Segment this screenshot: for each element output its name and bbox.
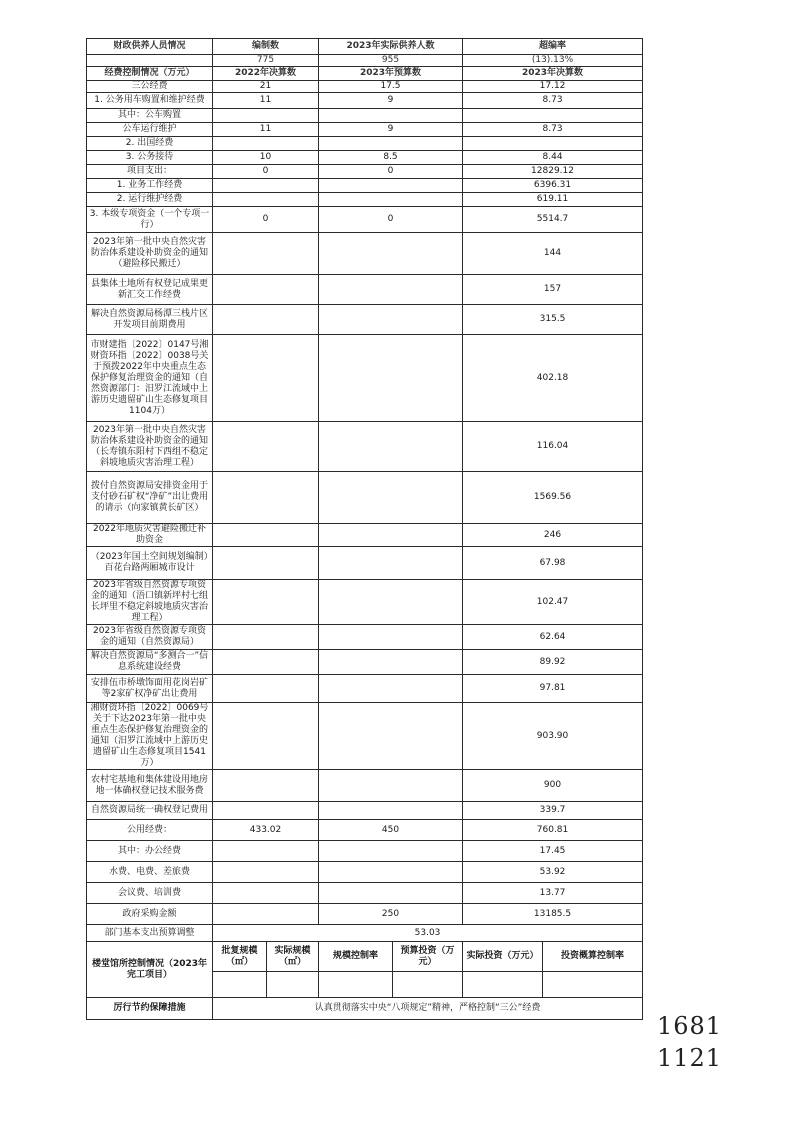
summary-row-2023-final: 619.11 xyxy=(463,193,643,207)
project-row-2023-final: 102.47 xyxy=(463,580,643,625)
summary-row-label: 三公经费 xyxy=(87,81,213,93)
project-row-label: 2023年省级自然资源专项资金的通知（浯口镇新坪村七组长坪里不稳定斜坡地质灾害治理工程） xyxy=(87,580,213,625)
public-funds-label: 公用经费： xyxy=(87,820,213,841)
public-funds-2022: 433.02 xyxy=(213,820,319,841)
project-row xyxy=(87,650,643,675)
project-row-2023-budget xyxy=(319,422,463,472)
summary-row-2023-budget: 0 xyxy=(319,165,463,179)
building-approved-scale: 批复规模（㎡） xyxy=(213,942,267,972)
summary-row-2023-final: 12829.12 xyxy=(463,165,643,179)
project-row-2022 xyxy=(213,580,319,625)
public-sub-row-label: 其中：办公经费 xyxy=(87,841,213,862)
project-row-label: 市财建指〔2022〕0147号湘财资环指〔2022〕0038号关于预拨2022年中央重点生态保护修复治理资金的通知（自然资源部门：汨罗江流域中上游历史遗留矿山生态修复项目1104万） xyxy=(87,335,213,422)
project-row-2022 xyxy=(213,472,319,524)
project-row-2022 xyxy=(213,625,319,650)
summary-row-label: 2. 运行维护经费 xyxy=(87,193,213,207)
project-row-2022 xyxy=(213,305,319,335)
public-sub-row-2023-budget xyxy=(319,883,463,904)
summary-row xyxy=(87,137,643,151)
project-row-2023-final: 246 xyxy=(463,524,643,547)
project-row-label: 自然资源局统一确权登记费用 xyxy=(87,802,213,820)
project-row xyxy=(87,524,643,547)
project-row xyxy=(87,472,643,524)
staffing-col1: 编制数 xyxy=(213,39,319,55)
project-row-2022 xyxy=(213,675,319,703)
summary-row-2023-budget: 9 xyxy=(319,93,463,109)
summary-row-2023-budget: 9 xyxy=(319,123,463,137)
project-row-2023-final: 67.98 xyxy=(463,547,643,580)
summary-row xyxy=(87,109,643,123)
project-row xyxy=(87,335,643,422)
building-label: 楼堂馆所控制情况（2023年完工项目） xyxy=(87,942,213,998)
project-row-2023-budget xyxy=(319,305,463,335)
project-row-label: 湘财资环指〔2022〕0069号关于下达2023年第一批中央重点生态保护修复治理资金的通知（汨罗江流域中上游历史遗留矿山生态修复项目1541万） xyxy=(87,703,213,770)
building-budget-investment: 预算投资（万元） xyxy=(393,942,463,972)
project-row-2023-final: 315.5 xyxy=(463,305,643,335)
public-sub-row xyxy=(87,841,643,862)
project-row-2023-budget xyxy=(319,233,463,275)
public-sub-rows xyxy=(87,841,643,904)
project-row-2023-final: 89.92 xyxy=(463,650,643,675)
building-cell xyxy=(543,972,643,998)
summary-row-2023-final: 6396.31 xyxy=(463,179,643,193)
budget-control-col2: 2023年预算数 xyxy=(319,67,463,81)
summary-row xyxy=(87,123,643,137)
project-row-2022 xyxy=(213,547,319,580)
procurement-label: 政府采购金额 xyxy=(87,904,213,925)
procurement-row xyxy=(87,904,643,925)
summary-row-label: 2. 出国经费 xyxy=(87,137,213,151)
public-funds-2023-final: 760.81 xyxy=(463,820,643,841)
handwritten-number-2: 1121 xyxy=(657,1044,723,1072)
project-row xyxy=(87,675,643,703)
building-cell xyxy=(463,972,543,998)
building-header-row xyxy=(87,942,643,972)
summary-row-2023-budget xyxy=(319,137,463,151)
budget-table xyxy=(86,38,643,1020)
building-actual-investment: 实际投资（万元） xyxy=(463,942,543,972)
summary-row-2023-budget: 8.5 xyxy=(319,151,463,165)
staffing-col2: 2023年实际供养人数 xyxy=(319,39,463,55)
project-row-label: 解决自然资源局杨潭三栈片区开发项目前期费用 xyxy=(87,305,213,335)
summary-row xyxy=(87,81,643,93)
procurement-2022 xyxy=(213,904,319,925)
summary-row-2023-budget xyxy=(319,193,463,207)
project-row xyxy=(87,625,643,650)
project-row-2022 xyxy=(213,524,319,547)
summary-row-2022 xyxy=(213,193,319,207)
summary-row xyxy=(87,151,643,165)
project-row-label: （2023年国土空间规划编制）百花台路两厢城市设计 xyxy=(87,547,213,580)
project-row-label: 拨付自然资源局安排资金用于支付砂石矿权“净矿”出让费用的请示（向家镇黄长矿区） xyxy=(87,472,213,524)
project-row-2023-budget xyxy=(319,335,463,422)
staffing-col3: 超编率 xyxy=(463,39,643,55)
project-row-2023-final: 339.7 xyxy=(463,802,643,820)
summary-row-label: 项目支出： xyxy=(87,165,213,179)
project-row-2022 xyxy=(213,703,319,770)
public-sub-row-2023-final: 53.92 xyxy=(463,862,643,883)
budget-control-header-row xyxy=(87,67,643,81)
project-row-2023-final: 1569.56 xyxy=(463,472,643,524)
summary-row xyxy=(87,193,643,207)
project-row-label: 解决自然资源局“多测合一”信息系统建设经费 xyxy=(87,650,213,675)
project-row-2023-budget xyxy=(319,650,463,675)
summary-row-label: 3. 公务接待 xyxy=(87,151,213,165)
public-sub-row-2023-final: 17.45 xyxy=(463,841,643,862)
summary-row-2022 xyxy=(213,137,319,151)
summary-row-2023-final: 8.73 xyxy=(463,123,643,137)
project-row-2022 xyxy=(213,650,319,675)
building-cell xyxy=(319,972,393,998)
summary-row-2022 xyxy=(213,109,319,123)
project-row-2023-budget xyxy=(319,580,463,625)
building-investment-rate: 投资概算控制率 xyxy=(543,942,643,972)
project-row-2023-budget xyxy=(319,524,463,547)
summary-row-2022 xyxy=(213,179,319,193)
procurement-2023-budget: 250 xyxy=(319,904,463,925)
summary-rows xyxy=(87,81,643,233)
project-row-2023-final: 903.90 xyxy=(463,703,643,770)
summary-row xyxy=(87,165,643,179)
project-row-2022 xyxy=(213,233,319,275)
summary-row-2022: 0 xyxy=(213,207,319,233)
project-row-2022 xyxy=(213,770,319,802)
public-sub-row-2022 xyxy=(213,883,319,904)
building-actual-scale: 实际规模（㎡） xyxy=(267,942,319,972)
project-row-2023-budget xyxy=(319,547,463,580)
summary-row xyxy=(87,93,643,109)
project-row xyxy=(87,547,643,580)
summary-row-2022: 11 xyxy=(213,123,319,137)
project-row-label: 2023年第一批中央自然灾害防治体系建设补助资金的通知（长寿镇东阳村下西组不稳定斜坡地质灾害治理工程） xyxy=(87,422,213,472)
project-row-2023-budget xyxy=(319,703,463,770)
summary-row-2023-final: 5514.7 xyxy=(463,207,643,233)
summary-row-label: 1. 业务工作经费 xyxy=(87,179,213,193)
public-sub-row xyxy=(87,883,643,904)
project-row-label: 2022年地质灾害避险搬迁补助资金 xyxy=(87,524,213,547)
project-row-2023-final: 157 xyxy=(463,275,643,305)
summary-row-2022: 10 xyxy=(213,151,319,165)
project-row-2023-final: 116.04 xyxy=(463,422,643,472)
public-funds-row xyxy=(87,820,643,841)
project-row xyxy=(87,802,643,820)
building-scale-rate: 规模控制率 xyxy=(319,942,393,972)
staffing-val2: 955 xyxy=(319,55,463,67)
frugal-text: 认真贯彻落实中央“八项规定”精神，严格控制“三公”经费 xyxy=(213,998,643,1020)
project-row-2023-final: 402.18 xyxy=(463,335,643,422)
summary-row-2022: 11 xyxy=(213,93,319,109)
budget-control-col1: 2022年决算数 xyxy=(213,67,319,81)
summary-row-2022: 21 xyxy=(213,81,319,93)
staffing-header-row xyxy=(87,39,643,55)
budget-control-label: 经费控制情况（万元） xyxy=(87,67,213,81)
public-sub-row-2023-budget xyxy=(319,862,463,883)
project-row-label: 县集体土地所有权登记成果更新汇交工作经费 xyxy=(87,275,213,305)
adjustment-value: 53.03 xyxy=(213,925,643,942)
project-row-label: 安排伍市桥墩饰面用花岗岩矿等2家矿权净矿出让费用 xyxy=(87,675,213,703)
budget-control-col3: 2023年决算数 xyxy=(463,67,643,81)
staffing-label: 财政供养人员情况 xyxy=(87,39,213,55)
building-cell xyxy=(267,972,319,998)
summary-row xyxy=(87,179,643,193)
public-sub-row xyxy=(87,862,643,883)
summary-row-2023-budget xyxy=(319,179,463,193)
public-sub-row-label: 水费、电费、差旅费 xyxy=(87,862,213,883)
public-funds-2023-budget: 450 xyxy=(319,820,463,841)
adjustment-row xyxy=(87,925,643,942)
project-rows xyxy=(87,233,643,820)
staffing-val3: (13).13% xyxy=(463,55,643,67)
project-row xyxy=(87,703,643,770)
staffing-value-row xyxy=(87,55,643,67)
project-row-2023-budget xyxy=(319,275,463,305)
staffing-value-blank xyxy=(87,55,213,67)
frugal-row xyxy=(87,998,643,1020)
project-row-2023-budget xyxy=(319,625,463,650)
project-row-2023-final: 144 xyxy=(463,233,643,275)
summary-row-label: 1. 公务用车购置和维护经费 xyxy=(87,93,213,109)
project-row xyxy=(87,770,643,802)
project-row-2023-budget xyxy=(319,770,463,802)
project-row-2023-final: 62.64 xyxy=(463,625,643,650)
summary-row-2023-final: 8.73 xyxy=(463,93,643,109)
summary-row-label: 其中：公车购置 xyxy=(87,109,213,123)
project-row-label: 2023年第一批中央自然灾害防治体系建设补助资金的通知（避险移民搬迁） xyxy=(87,233,213,275)
project-row xyxy=(87,233,643,275)
project-row xyxy=(87,422,643,472)
project-row-2023-budget xyxy=(319,675,463,703)
public-sub-row-2022 xyxy=(213,841,319,862)
summary-row-2023-budget xyxy=(319,109,463,123)
summary-row-2023-final: 8.44 xyxy=(463,151,643,165)
project-row-2022 xyxy=(213,335,319,422)
project-row-2022 xyxy=(213,275,319,305)
handwritten-number-1: 1681 xyxy=(657,1012,723,1040)
public-sub-row-2022 xyxy=(213,862,319,883)
summary-row-2022: 0 xyxy=(213,165,319,179)
project-row-2023-budget xyxy=(319,802,463,820)
public-sub-row-2023-final: 13.77 xyxy=(463,883,643,904)
project-row xyxy=(87,275,643,305)
adjustment-label: 部门基本支出预算调整 xyxy=(87,925,213,942)
project-row-2022 xyxy=(213,802,319,820)
frugal-label: 厉行节约保障措施 xyxy=(87,998,213,1020)
project-row-2023-final: 97.81 xyxy=(463,675,643,703)
summary-row-label: 3. 本级专项资金（一个专项一行） xyxy=(87,207,213,233)
building-cell xyxy=(213,972,267,998)
budget-table-sheet xyxy=(86,38,642,1020)
project-row-2023-budget xyxy=(319,472,463,524)
project-row-label: 农村宅基地和集体建设用地房地一体确权登记技术服务费 xyxy=(87,770,213,802)
summary-row-label: 公车运行维护 xyxy=(87,123,213,137)
project-row xyxy=(87,305,643,335)
project-row-label: 2023年省级自然资源专项资金的通知（自然资源局） xyxy=(87,625,213,650)
project-row xyxy=(87,580,643,625)
summary-row-2023-budget: 17.5 xyxy=(319,81,463,93)
summary-row-2023-final: 17.12 xyxy=(463,81,643,93)
building-cell xyxy=(393,972,463,998)
project-row-2023-final: 900 xyxy=(463,770,643,802)
summary-row-2023-final xyxy=(463,137,643,151)
public-sub-row-label: 会议费、培训费 xyxy=(87,883,213,904)
public-sub-row-2023-budget xyxy=(319,841,463,862)
procurement-2023-final: 13185.5 xyxy=(463,904,643,925)
summary-row-2023-budget: 0 xyxy=(319,207,463,233)
summary-row-2023-final xyxy=(463,109,643,123)
project-row-2022 xyxy=(213,422,319,472)
staffing-val1: 775 xyxy=(213,55,319,67)
summary-row xyxy=(87,207,643,233)
